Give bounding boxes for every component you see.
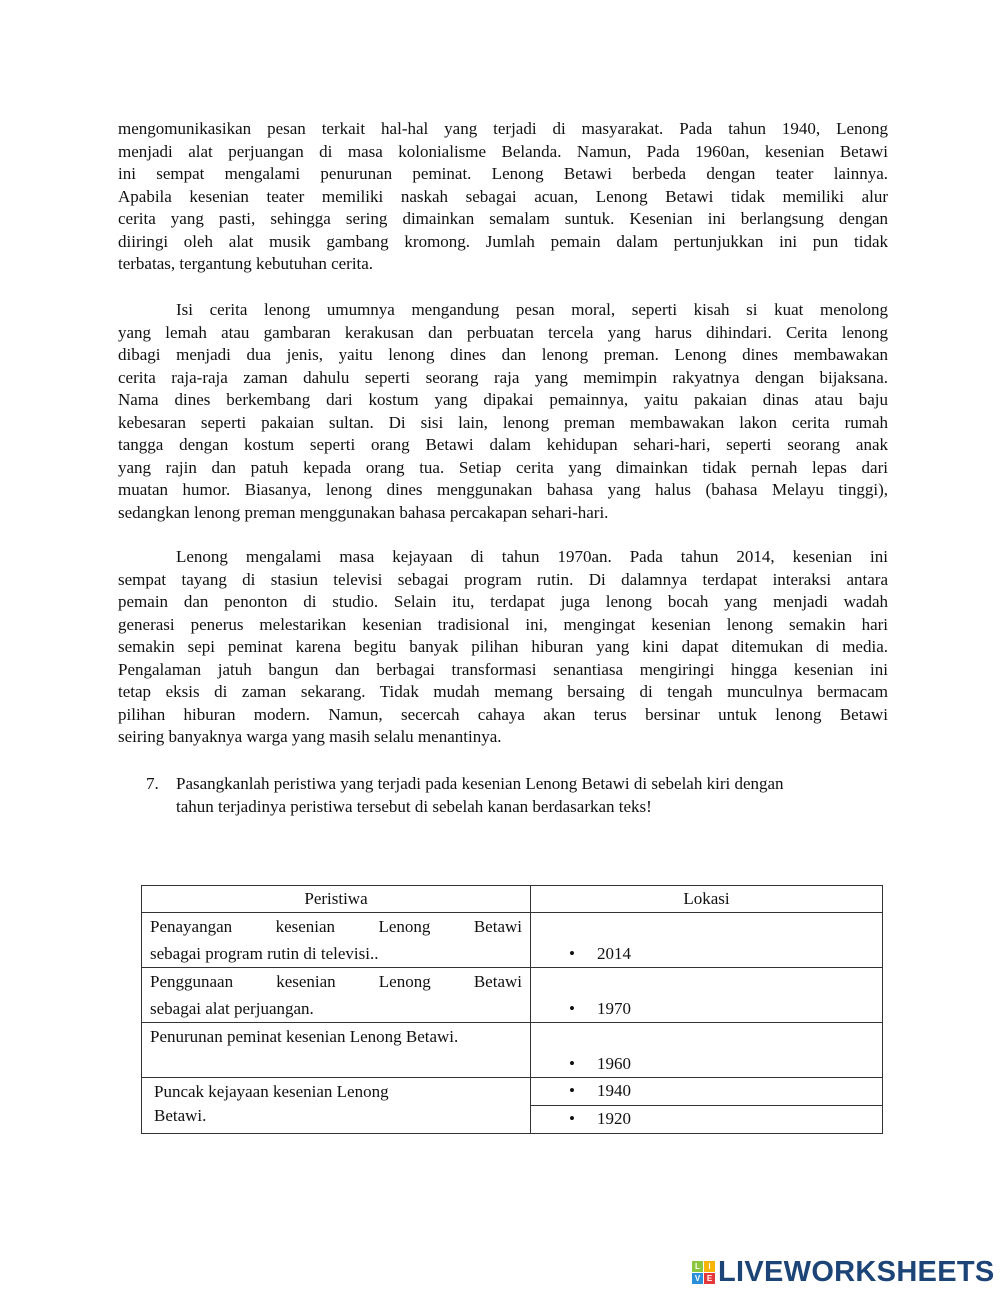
logo-tile: I	[704, 1261, 715, 1272]
table-header-row	[142, 886, 883, 913]
event-text: Penayangan kesenian Lenong Betawi	[150, 917, 522, 936]
paragraph-line: pilihan hiburan modern. Namun, secercah cahaya akan terus bersinar untuk lenong Betawi	[118, 704, 888, 724]
paragraph-line: Apabila kesenian teater memiliki naskah sebagai acuan, Lenong Betawi tidak memiliki alur	[118, 186, 888, 206]
table-row	[142, 1023, 883, 1078]
paragraph-line: generasi penerus melestarikan kesenian tradisional ini, mengingat kesenian lenong semakin hari	[118, 614, 888, 634]
table-row	[142, 968, 883, 1023]
paragraph-line: tangga dengan kostum seperti orang Betawi dalam kehidupan sehari-hari, seperti seorang anak	[118, 435, 888, 454]
logo-icon	[692, 1261, 715, 1284]
paragraph-line: semakin sepi peminat karena begitu banyak pilihan hiburan yang kini dapat ditemukan di media.	[118, 637, 888, 656]
paragraph-line: terbatas, tergantung kebutuhan cerita.	[118, 254, 374, 273]
header-lokasi: Lokasi	[531, 886, 883, 913]
year-option[interactable]: 2014	[597, 944, 631, 963]
year-option[interactable]: 1970	[597, 999, 631, 1018]
event-text: Puncak kejayaan kesenian Lenong	[154, 1082, 389, 1101]
year-option[interactable]: 1920	[597, 1109, 631, 1128]
paragraph-line: menjadi alat perjuangan di masa kolonialisme Belanda. Namun, Pada 1960an, kesenian Betawi	[118, 141, 888, 161]
paragraph-line: seiring banyaknya warga yang masih selalu menantinya.	[118, 727, 502, 746]
paragraph-line: kebesaran seperti pakaian sultan. Di sisi lain, lenong preman membawakan lakon cerita rumah	[118, 412, 888, 432]
logo-tile: E	[704, 1273, 715, 1284]
event-text: sebagai program rutin di televisi..	[150, 944, 379, 963]
paragraph-3	[118, 546, 888, 749]
year-cell[interactable]	[531, 1078, 883, 1106]
liveworksheets-logo	[692, 1256, 995, 1289]
year-cell[interactable]	[531, 1106, 883, 1134]
table-row	[142, 913, 883, 968]
year-cell[interactable]	[531, 1023, 883, 1078]
event-cell[interactable]	[142, 1023, 531, 1078]
paragraph-line: yang lemah atau gambaran kerakusan dan perbuatan tercela yang harus dihindari. Cerita lenong	[118, 322, 888, 342]
event-text: Penggunaan kesenian Lenong Betawi	[150, 972, 522, 991]
paragraph-line: mengomunikasikan pesan terkait hal-hal yang terjadi di masyarakat. Pada tahun 1940, Lenong	[118, 119, 888, 138]
paragraph-line: cerita raja-raja zaman dahulu seperti seorang raja yang memimpin rakyatnya dengan bijaksana.	[118, 367, 888, 387]
paragraph-line: pemain dan penonton di studio. Selain itu, terdapat juga lenong bocah yang menjadi wadah	[118, 592, 888, 611]
event-text: Betawi.	[154, 1106, 207, 1125]
paragraph-line: tetap eksis di zaman sekarang. Tidak mudah memang bersaing di tengah munculnya bermacam	[118, 682, 888, 701]
event-cell[interactable]	[142, 913, 531, 968]
year-cell[interactable]	[531, 913, 883, 968]
logo-tile: V	[692, 1273, 703, 1284]
question-line: tahun terjadinya peristiwa tersebut di sebelah kanan berdasarkan teks!	[176, 796, 652, 816]
question-line: Pasangkanlah peristiwa yang terjadi pada kesenian Lenong Betawi di sebelah kiri dengan	[176, 774, 784, 793]
paragraph-line: cerita yang pasti, sehingga sering dimainkan semalam suntuk. Kesenian ini berlangsung dengan	[118, 209, 888, 228]
event-cell[interactable]	[142, 968, 531, 1023]
header-peristiwa: Peristiwa	[142, 886, 531, 913]
year-cell[interactable]	[531, 968, 883, 1023]
paragraph-2	[118, 299, 888, 524]
paragraph-line: Isi cerita lenong umumnya mengandung pesan moral, seperti kisah si kuat menolong	[176, 300, 888, 319]
paragraph-line: muatan humor. Biasanya, lenong dines menggunakan bahasa yang halus (bahasa Melayu tinggi),	[118, 480, 888, 499]
event-cell[interactable]	[142, 1078, 531, 1134]
year-option[interactable]: 1960	[597, 1054, 631, 1073]
logo-tile: L	[692, 1261, 703, 1272]
logo-wordmark: LIVEWORKSHEETS	[718, 1256, 995, 1288]
paragraph-line: dibagi menjadi dua jenis, yaitu lenong dines dan lenong preman. Lenong dines membawakan	[118, 345, 888, 364]
paragraph-line: diiringi oleh alat musik gambang kromong. Jumlah pemain dalam pertunjukkan ini pun tidak	[118, 231, 888, 251]
table-row	[142, 1078, 883, 1106]
event-text: sebagai alat perjuangan.	[150, 999, 314, 1018]
event-text: Penurunan peminat kesenian Lenong Betawi.	[150, 1027, 459, 1046]
paragraph-line: sempat tayang di stasiun televisi sebagai program rutin. Di dalamnya terdapat interaksi antara	[118, 569, 888, 589]
paragraph-line: Nama dines berkembang dari kostum yang dipakai pemainnya, yaitu pakaian dinas atau baju	[118, 390, 888, 409]
paragraph-1	[118, 118, 888, 276]
matching-table	[141, 885, 883, 1134]
year-option[interactable]: 1940	[597, 1081, 631, 1100]
paragraph-line: yang rajin dan patuh kepada orang tua. Setiap cerita yang dimainkan tidak pernah lepas dari	[118, 457, 888, 477]
paragraph-line: sedangkan lenong preman menggunakan bahasa percakapan sehari-hari.	[118, 502, 609, 522]
paragraph-line: Lenong mengalami masa kejayaan di tahun 1970an. Pada tahun 2014, kesenian ini	[176, 547, 888, 566]
question-number: 7.	[146, 774, 159, 793]
paragraph-line: ini sempat mengalami penurunan peminat. Lenong Betawi berbeda dengan teater lainnya.	[118, 164, 888, 183]
paragraph-line: Pengalaman jatuh bangun dan berbagai transformasi senantiasa mengiringi hingga kesenian ini	[118, 659, 888, 679]
